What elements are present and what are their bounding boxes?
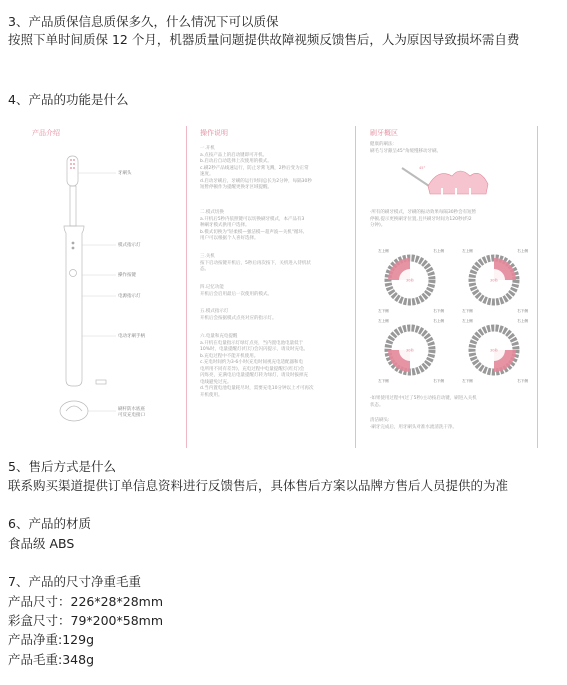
quadrant-diagrams (370, 244, 538, 384)
quadrant-label: 左上侧 (378, 249, 389, 253)
jaw-diagram (378, 318, 444, 383)
section-3-body: 按照下单时间质保 12 个月，机器质量问题提供故障视频反馈售后，人为原因导致损坏需自费 (8, 32, 520, 47)
op-block-mode-light: 五.模式指示灯 开机后会按据模式点亮对应的指示灯。 (200, 309, 277, 321)
jaw-diagram (378, 248, 444, 313)
quadrant-label: 右上侧 (433, 319, 444, 323)
angle-label: 45° (419, 166, 426, 170)
quadrant-label: 右下侧 (433, 379, 444, 383)
brush-angle-icon (398, 158, 498, 200)
quadrant-label: 右下侧 (517, 379, 528, 383)
quadrant-label: 右上侧 (433, 249, 444, 253)
label-power-button: 操作按键 (118, 273, 136, 278)
quadrant-label: 右上侧 (517, 249, 528, 253)
spec-product-size: 产品尺寸：226*28*28mm (8, 594, 164, 609)
op-block-power-on: 一.开机 a.点按产品上的启动键即可开机。 b.启动后自动选择上次使用的模式。 c.刷2秒产品线速运行，防止牙膏飞溅，2秒后变为正常 速度。 d.启动牙刷后，牙刷的运行时间总长为2分钟，每隔30秒 短暂停顿作为提醒更换牙区域提醒。 (200, 146, 312, 190)
label-handle: 电动牙刷手柄 (118, 334, 145, 339)
divider-1 (186, 126, 187, 448)
toothbrush-illustration (24, 118, 189, 448)
section-5-title: 5、售后方式是什么 (8, 459, 116, 474)
section-6-body: 食品级 ABS (8, 536, 75, 551)
spec-net-weight: 产品净重:129g (8, 632, 95, 647)
col2-title: 操作说明 (200, 129, 228, 137)
quadrant-badge: 30秒 (490, 348, 498, 353)
quadrant-badge: 30秒 (490, 278, 498, 283)
quadrant-badge: 30秒 (406, 278, 414, 283)
brushing-intro: 健康的刷法： 刷毛与牙龈呈45°角缓慢移动牙刷。 (370, 142, 441, 154)
col3-title: 刷牙概区 (370, 129, 398, 137)
quadrant-label: 右下侧 (433, 309, 444, 313)
quadrant-label: 右下侧 (517, 309, 528, 313)
quadrant-label: 左上侧 (462, 249, 473, 253)
quadrant-label: 左下侧 (462, 379, 473, 383)
jaw-diagram (462, 318, 528, 383)
section-5-body: 联系购买渠道提供订单信息资料进行反馈售后，具体售后方案以品牌方售后人员提供的为准 (8, 478, 509, 493)
spec-gross-weight: 产品毛重:348g (8, 652, 95, 667)
col1-title: 产品介绍 (32, 129, 60, 137)
quadrant-label: 右上侧 (517, 319, 528, 323)
spec-box-size: 彩盒尺寸：79*200*58mm (8, 613, 164, 628)
label-base: 刷杆防水底座 可反充电接口 (118, 407, 145, 418)
divider-2 (355, 126, 356, 448)
section-7-title: 7、产品的尺寸净重毛重 (8, 574, 141, 589)
label-brush-head: 牙刷头 (118, 171, 132, 176)
product-manual-figure (24, 118, 539, 448)
quadrant-label: 左下侧 (462, 309, 473, 313)
brushing-note: ·所有的刷牙模式，牙刷的振动效果每隔30秒会有短暂 停顿,提示更换刷牙位置,且共刷牙时间为120秒(约2 分钟)。 (370, 210, 477, 228)
op-block-power-off: 三.关机 按下启动按键开机后，5秒后再次按下，关机进入待机状 态。 (200, 254, 311, 272)
label-power-indicator: 电源指示灯 (118, 294, 141, 299)
quadrant-badge: 30秒 (406, 348, 414, 353)
brushing-footer-1: ·如果使用过程中(过了5秒)主动按启动键，刷进入关机 状态。 (370, 396, 477, 408)
section-3-title: 3、产品质保信息质保多久，什么情况下可以质保 (8, 14, 279, 29)
section-6-title: 6、产品的材质 (8, 516, 91, 531)
quadrant-label: 左下侧 (378, 379, 389, 383)
quadrant-label: 左上侧 (462, 319, 473, 323)
op-block-mode-switch: 二.模式切换 a.开机后5秒内依照键可以切换刷牙模式，本产品有3 种刷牙模式供用户选择。 b.模式切换为"轻柔模—强洁模—超声波—关机"循环, 用户可以根据个人喜好选择。 (200, 210, 305, 241)
divider-3 (537, 126, 538, 448)
op-block-battery: 六.电量和充电提醒 a.开机在电量指示灯绿灯点亮，当内置电池电量低于 10%时，电量提醒灯(红灯)会闪闪提示，请及时充电。 b.充电过程中不能开机使用。 c.充电时间约为3-6小时(充电时间视充电适配器和电 电所用不同有差异)，充电过程中电量提醒灯(红灯)会 闪烁亮，充满电后电量提醒灯转为绿灯，请及时拔掉充 电线避免过充。 d.当内置电池电量耗尽时，需要充电10分钟以上才可再次 开机使用。 (200, 334, 314, 398)
label-mode-indicator: 模式指示灯 (118, 243, 141, 248)
brushing-footer-2: 清洁刷头: ·刷牙完成后，用牙刷头对准水流清洗干净。 (370, 418, 457, 430)
quadrant-label: 左上侧 (378, 319, 389, 323)
op-block-memory: 四.记忆功能 开机后会启用最后一次使用的模式。 (200, 285, 272, 297)
quadrant-label: 左下侧 (378, 309, 389, 313)
section-4-title: 4、产品的功能是什么 (8, 92, 129, 107)
jaw-diagram (462, 248, 528, 313)
